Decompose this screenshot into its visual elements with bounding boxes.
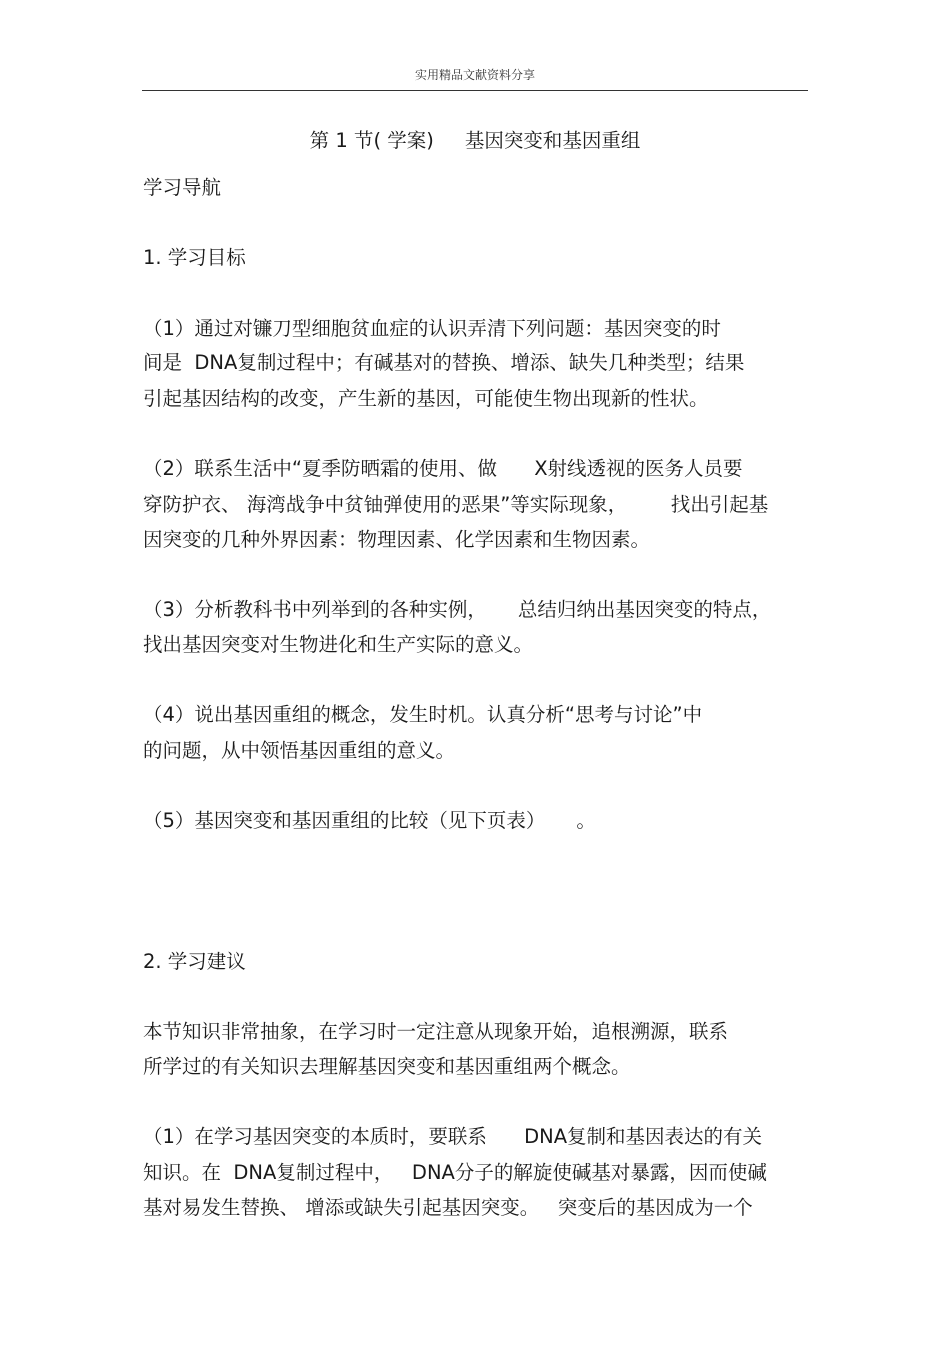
paragraph-line: 穿防护衣、 海湾战争中贫铀弹使用的恶果”等实际现象， 找出引起基 <box>143 493 769 516</box>
paragraph-line: （3）分析教科书中列举到的各种实例， 总结归纳出基因突变的特点， <box>143 598 772 621</box>
paragraph-line: 因突变的几种外界因素：物理因素、化学因素和生物因素。 <box>143 528 651 551</box>
paragraph-line: 基对易发生替换、 增添或缺失引起基因突变。 突变后的基因成为一个 <box>143 1196 753 1219</box>
paragraph-line: 引起基因结构的改变，产生新的基因，可能使生物出现新的性状。 <box>143 387 709 410</box>
paragraph-line: 所学过的有关知识去理解基因突变和基因重组两个概念。 <box>143 1055 631 1078</box>
paragraph-line: （1）在学习基因突变的本质时，要联系 DNA复制和基因表达的有关 <box>143 1125 763 1148</box>
paragraph-line: 间是 DNA复制过程中；有碱基对的替换、增添、缺失几种类型；结果 <box>143 351 745 374</box>
paragraph-line: 知识。在 DNA复制过程中， DNA分子的解旋使碱基对暴露，因而使碱 <box>143 1161 767 1184</box>
paragraph-line: 本节知识非常抽象，在学习时一定注意从现象开始，追根溯源，联系 <box>143 1020 729 1043</box>
paragraph-line: （2）联系生活中“夏季防晒霜的使用、做 X射线透视的医务人员要 <box>143 457 743 480</box>
paragraph-line: 的问题，从中领悟基因重组的意义。 <box>143 739 456 762</box>
page-title: 第 1 节( 学案) 基因突变和基因重组 <box>309 129 641 152</box>
running-header: 实用精品文献资料分享 <box>414 68 535 82</box>
section-heading-objectives: 1. 学习目标 <box>143 246 246 269</box>
paragraph-line: （1）通过对镰刀型细胞贫血症的认识弄清下列问题：基因突变的时 <box>143 317 721 340</box>
paragraph-line: 找出基因突变对生物进化和生产实际的意义。 <box>143 633 534 656</box>
paragraph-line: （5）基因突变和基因重组的比较（见下页表） 。 <box>143 809 596 832</box>
section-heading-study-guide: 学习导航 <box>143 176 222 199</box>
section-heading-suggestions: 2. 学习建议 <box>143 950 246 973</box>
paragraph-line: （4）说出基因重组的概念，发生时机。认真分析“思考与讨论”中 <box>143 703 703 726</box>
header-rule <box>142 90 808 91</box>
